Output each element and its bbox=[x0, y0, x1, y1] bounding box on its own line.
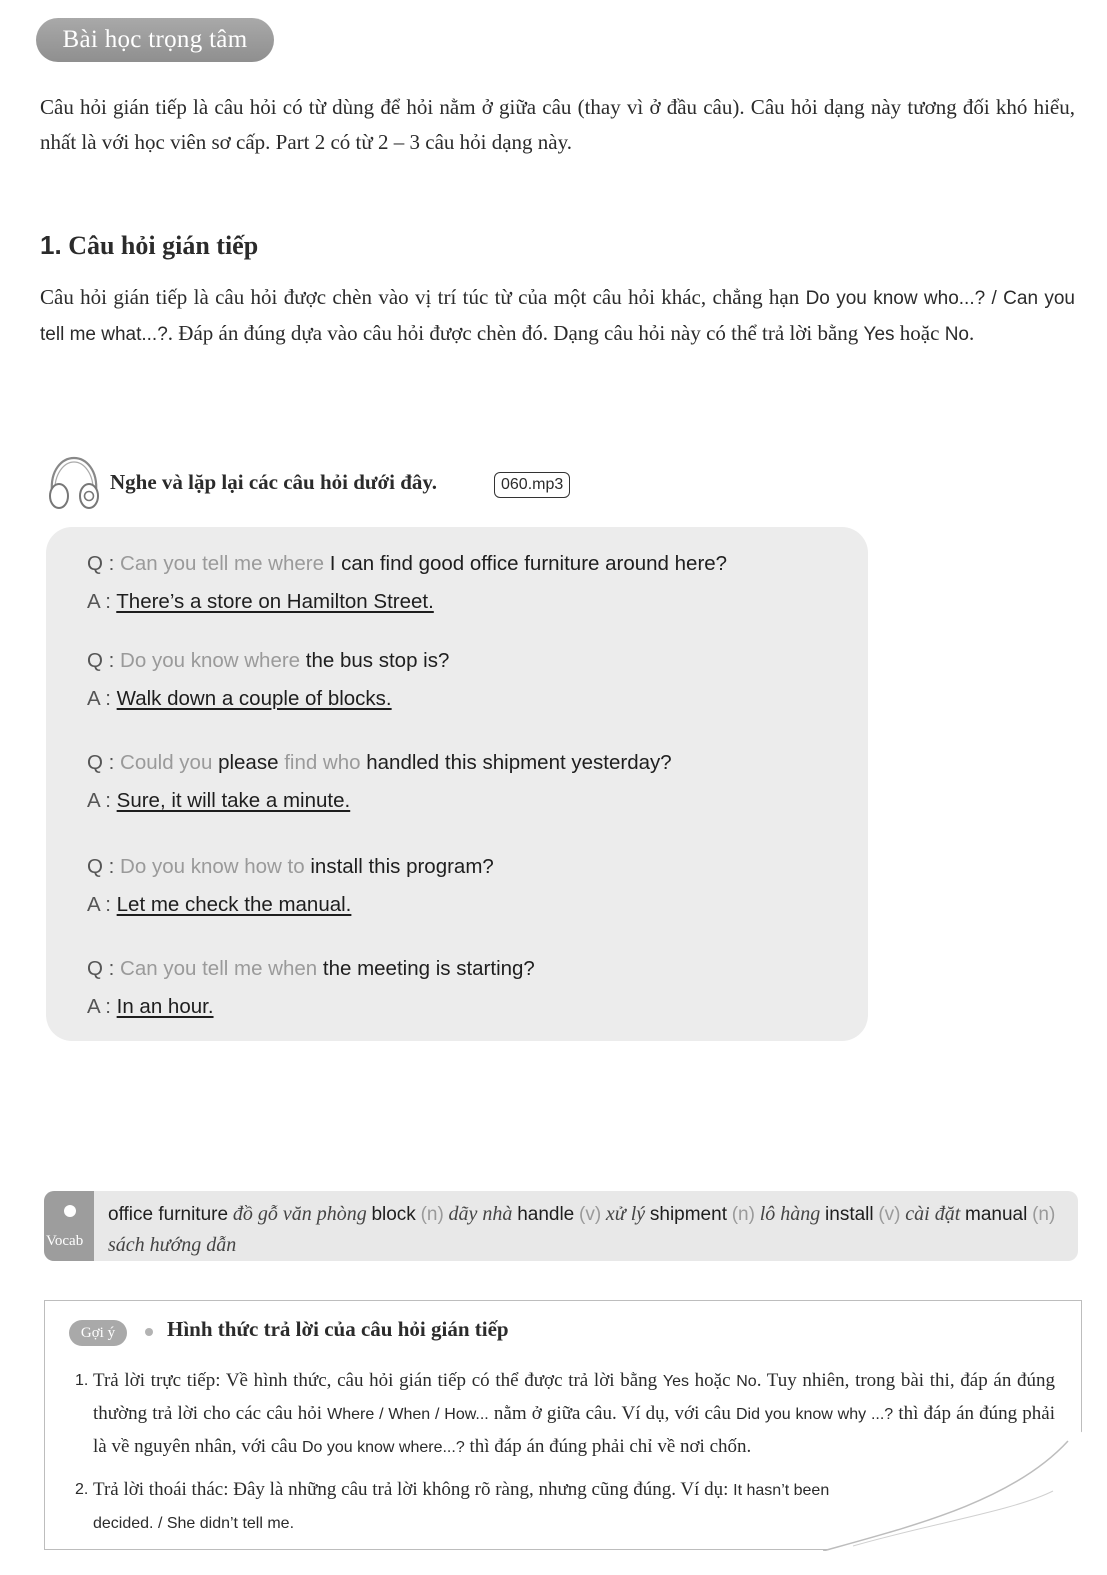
vocab-term: block bbox=[371, 1204, 416, 1225]
vocab-pos: (n) bbox=[731, 1204, 755, 1225]
vocab-term: install bbox=[825, 1204, 874, 1225]
question-rest: I can find good office furniture around here? bbox=[329, 552, 728, 575]
hint-example: Yes bbox=[662, 1373, 689, 1390]
desc-example: Do you know who...? / Can you tell me what...? bbox=[40, 288, 1075, 345]
vocab-meaning: sách hướng dẫn bbox=[108, 1234, 237, 1256]
answer-text: Sure, it will take a minute. bbox=[116, 789, 351, 812]
a-label: A : bbox=[87, 590, 111, 613]
vocab-list bbox=[108, 1199, 1068, 1261]
question-phrase: find who bbox=[284, 751, 361, 774]
vocab-tab bbox=[44, 1191, 94, 1261]
intro-paragraph: Câu hỏi gián tiếp là câu hỏi có từ dùng để hỏi nằm ở giữa câu (thay vì ở đầu câu). Câu hỏi dạng này tương đối khó hiểu, nhất là với học viên sơ cấp. Part 2 có từ 2 – 3 câu hỏi dạng này. bbox=[40, 95, 1075, 154]
question-rest: the meeting is starting? bbox=[322, 957, 535, 980]
desc-text: hoặc bbox=[899, 321, 940, 345]
hint-number: 1. bbox=[75, 1372, 89, 1389]
qa-pair bbox=[87, 545, 727, 621]
hint-segment: thì đáp án đúng phải là về nguyên nhân, với câu bbox=[93, 1403, 1056, 1457]
hint-badge: Gợi ý bbox=[69, 1320, 127, 1346]
question bbox=[87, 642, 449, 680]
qa-pair bbox=[87, 848, 494, 924]
audio-track-label[interactable]: 060.mp3 bbox=[494, 472, 570, 498]
hint-title: Hình thức trả lời của câu hỏi gián tiếp bbox=[167, 1317, 509, 1341]
answer-text: Let me check the manual. bbox=[116, 893, 352, 916]
q-label: Q : bbox=[87, 552, 115, 575]
question-rest: install this program? bbox=[310, 855, 494, 878]
question-phrase: Can you tell me where bbox=[120, 552, 325, 575]
hint-example: Where / When / How... bbox=[327, 1406, 489, 1423]
listen-instruction bbox=[46, 452, 646, 512]
vocab-meaning: đồ gỗ văn phòng bbox=[232, 1203, 367, 1225]
question-phrase: Can you tell me when bbox=[120, 957, 318, 980]
answer bbox=[87, 583, 727, 621]
hint-box bbox=[44, 1300, 1082, 1550]
a-label: A : bbox=[87, 789, 111, 812]
desc-text: Câu hỏi gián tiếp là câu hỏi được chèn vào vị trí túc từ của một câu hỏi khác, chẳng hạn bbox=[40, 285, 800, 309]
bullet-icon bbox=[145, 1328, 153, 1336]
vocab-bar bbox=[44, 1191, 1078, 1261]
vocab-pos: (n) bbox=[1032, 1204, 1056, 1225]
answer-text: Walk down a couple of blocks. bbox=[116, 687, 392, 710]
hint-segment: Trả lời thoái thác: Đây là những câu trả lời không rõ ràng, nhưng cũng đúng. Ví dụ: bbox=[93, 1479, 729, 1500]
qa-panel bbox=[46, 527, 868, 1041]
question bbox=[87, 848, 494, 886]
question-phrase: Do you know where bbox=[120, 649, 301, 672]
desc-yes: Yes bbox=[863, 324, 895, 345]
vocab-meaning: lô hàng bbox=[759, 1203, 821, 1225]
a-label: A : bbox=[87, 893, 111, 916]
hint-number: 2. bbox=[75, 1481, 89, 1498]
answer-text: In an hour. bbox=[116, 995, 214, 1018]
question bbox=[87, 545, 727, 583]
topic-badge: Bài học trọng tâm bbox=[36, 18, 274, 62]
hint-example: It hasn’t been decided. / She didn’t tell me. bbox=[93, 1482, 830, 1532]
q-label: Q : bbox=[87, 649, 115, 672]
hint-segment: hoặc bbox=[694, 1370, 731, 1391]
hint-segment: . Tuy nhiên, trong bài thi, đáp án đúng thường trả lời cho các câu hỏi bbox=[93, 1370, 1056, 1424]
headphones-icon bbox=[46, 452, 102, 512]
vocab-meaning: dãy nhà bbox=[448, 1203, 513, 1225]
hint-segment: Trả lời trực tiếp: Về hình thức, câu hỏi gián tiếp có thể được trả lời bằng bbox=[93, 1370, 658, 1391]
vocab-meaning: cài đặt bbox=[905, 1203, 961, 1225]
hint-segment: nằm ở giữa câu. Ví dụ, với câu bbox=[493, 1403, 731, 1424]
vocab-term: shipment bbox=[649, 1204, 727, 1225]
listen-label: Nghe và lặp lại các câu hỏi dưới đây. bbox=[110, 470, 438, 494]
answer bbox=[87, 680, 449, 718]
vocab-tab-label: Vocab bbox=[46, 1233, 84, 1249]
question-rest: please bbox=[218, 751, 279, 774]
a-label: A : bbox=[87, 687, 111, 710]
q-label: Q : bbox=[87, 855, 115, 878]
hint-example: Do you know where...? bbox=[301, 1439, 465, 1456]
vocab-pos: (n) bbox=[420, 1204, 444, 1225]
question bbox=[87, 950, 535, 988]
answer bbox=[87, 988, 535, 1026]
question-rest: handled this shipment yesterday? bbox=[366, 751, 672, 774]
q-label: Q : bbox=[87, 957, 115, 980]
a-label: A : bbox=[87, 995, 111, 1018]
vocab-pos: (v) bbox=[579, 1204, 602, 1225]
section-description bbox=[40, 280, 1075, 352]
hint-example: Did you know why ...? bbox=[736, 1406, 894, 1423]
answer bbox=[87, 782, 672, 820]
section-title bbox=[40, 230, 258, 261]
vocab-meaning: xử lý bbox=[605, 1203, 646, 1225]
question bbox=[87, 744, 672, 782]
section-title-text: Câu hỏi gián tiếp bbox=[68, 231, 259, 260]
section-number: 1. bbox=[40, 230, 62, 260]
hint-example: No bbox=[736, 1373, 757, 1390]
desc-text: . bbox=[969, 321, 975, 345]
desc-text: . Đáp án đúng dựa vào câu hỏi được chèn đó. Dạng câu hỏi này có thể trả lời bằng bbox=[167, 321, 859, 345]
qa-pair bbox=[87, 950, 535, 1026]
question-phrase: Could you bbox=[120, 751, 213, 774]
vocab-term: handle bbox=[517, 1204, 575, 1225]
qa-pair bbox=[87, 642, 449, 718]
q-label: Q : bbox=[87, 751, 115, 774]
answer-text: There’s a store on Hamilton Street. bbox=[116, 590, 434, 613]
vocab-term: office furniture bbox=[108, 1204, 229, 1225]
question-rest: the bus stop is? bbox=[305, 649, 450, 672]
page-curl-decoration bbox=[823, 1431, 1083, 1551]
question-phrase: Do you know how to bbox=[120, 855, 305, 878]
hint-segment: thì đáp án đúng phải chỉ về nơi chốn. bbox=[469, 1436, 752, 1457]
desc-no: No bbox=[944, 324, 969, 345]
vocab-pos: (v) bbox=[878, 1204, 901, 1225]
qa-pair bbox=[87, 744, 672, 820]
vocab-term: manual bbox=[965, 1204, 1028, 1225]
vocab-dot-icon bbox=[64, 1205, 76, 1217]
answer bbox=[87, 886, 494, 924]
